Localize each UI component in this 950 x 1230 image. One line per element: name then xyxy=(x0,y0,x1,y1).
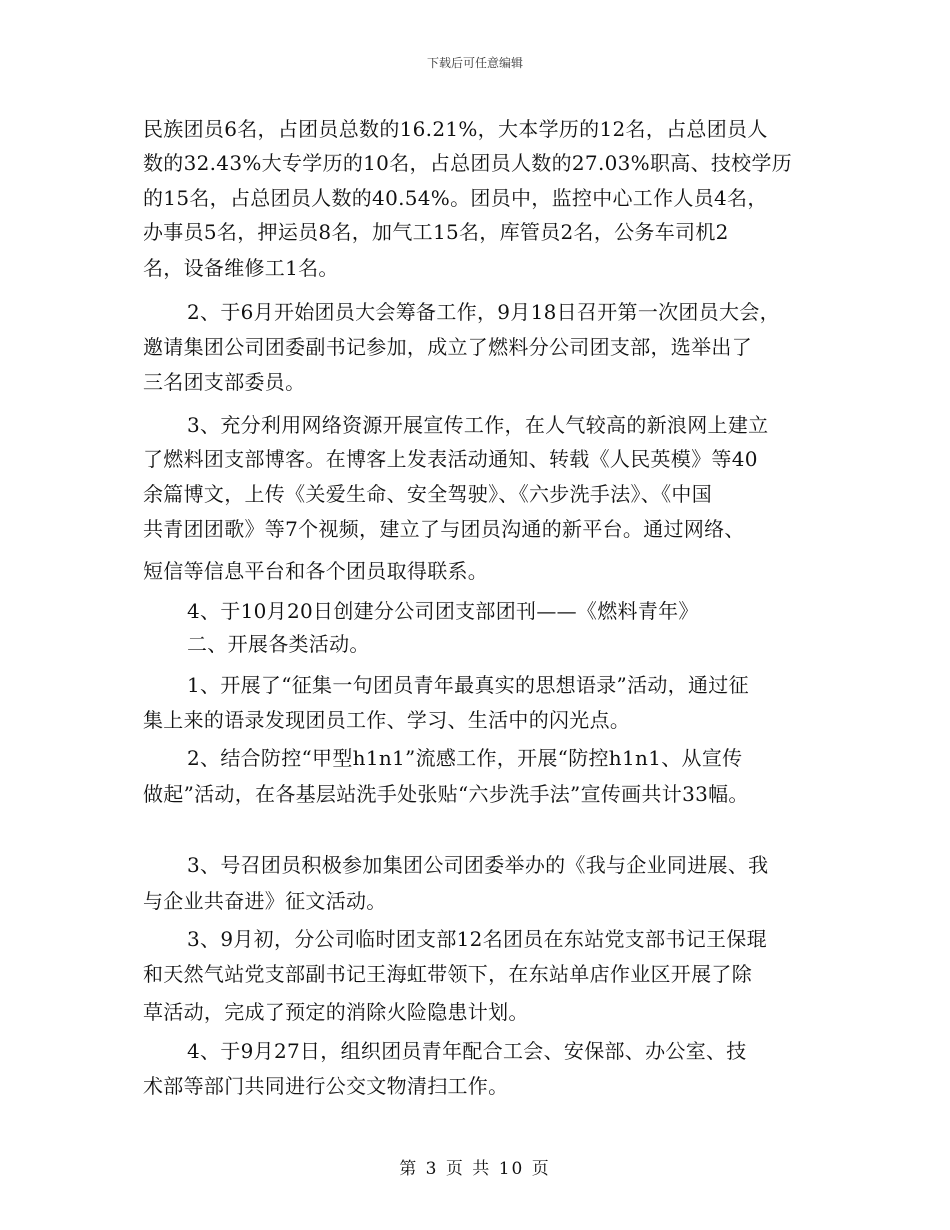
text-line: 1、开展了“征集一句团员青年最真实的思想语录”活动，通过征 xyxy=(187,673,749,697)
text-line: 4、于10月20日创建分公司团支部团刊——《燃料青年》 xyxy=(187,599,699,623)
text-line: 2、于6月开始团员大会筹备工作，9月18日召开第一次团员大会， xyxy=(187,300,780,324)
text-line: 的15名，占总团员人数的40.54%。团员中，监控中心工作人员4名， xyxy=(143,186,768,210)
text-line: 3、9月初，分公司临时团支部12名团员在东站党支部书记王保琨 xyxy=(187,927,767,951)
text-line: 3、充分利用网络资源开展宣传工作，在人气较高的新浪网上建立 xyxy=(187,413,769,437)
page-footer: 第 3 页 共 10 页 xyxy=(399,1159,551,1179)
text-line: 术部等部门共同进行公交文物清扫工作。 xyxy=(143,1074,509,1098)
text-line: 了燃料团支部博客。在博客上发表活动通知、转载《人民英模》等40 xyxy=(143,447,758,471)
page-header: 下载后可任意编辑 xyxy=(426,56,523,70)
text-line: 共青团团歌》等7个视频，建立了与团员沟通的新平台。通过网络、 xyxy=(143,517,745,541)
text-line: 数的32.43%大专学历的10名，占总团员人数的27.03%职高、技校学历 xyxy=(143,151,793,175)
text-line: 二、开展各类活动。 xyxy=(187,632,370,656)
text-line: 短信等信息平台和各个团员取得联系。 xyxy=(143,559,489,583)
text-line: 3、号召团员积极参加集团公司团委举办的《我与企业同进展、我 xyxy=(187,853,769,877)
text-line: 名，设备维修工1名。 xyxy=(143,256,339,280)
text-line: 集上来的语录发现团员工作、学习、生活中的闪光点。 xyxy=(143,708,631,732)
text-line: 4、于9月27日，组织团员青年配合工会、安保部、办公室、技 xyxy=(187,1039,747,1063)
text-line: 余篇博文，上传《关爱生命、安全驾驶》、《六步洗手法》、《中国 xyxy=(143,482,712,506)
text-line: 民族团员6名，占团员总数的16.21%，大本学历的12名，占总团员人 xyxy=(143,117,768,141)
text-line: 2、结合防控“甲型h1n1”流感工作，开展“防控h1n1、从宣传 xyxy=(187,746,743,770)
text-line: 与企业共奋进》征文活动。 xyxy=(143,889,387,913)
text-line: 办事员5名，押运员8名，加气工15名，库管员2名，公务车司机2 xyxy=(143,220,729,244)
text-line: 做起”活动，在各基层站洗手处张贴“六步洗手法”宣传画共计33幅。 xyxy=(143,782,749,806)
text-line: 三名团支部委员。 xyxy=(143,370,306,394)
text-line: 邀请集团公司团委副书记参加，成立了燃料分公司团支部，选举出了 xyxy=(143,335,752,359)
text-line: 草活动，完成了预定的消除火险隐患计划。 xyxy=(143,1000,529,1024)
text-line: 和天然气站党支部副书记王海虹带领下，在东站单店作业区开展了除 xyxy=(143,962,752,986)
